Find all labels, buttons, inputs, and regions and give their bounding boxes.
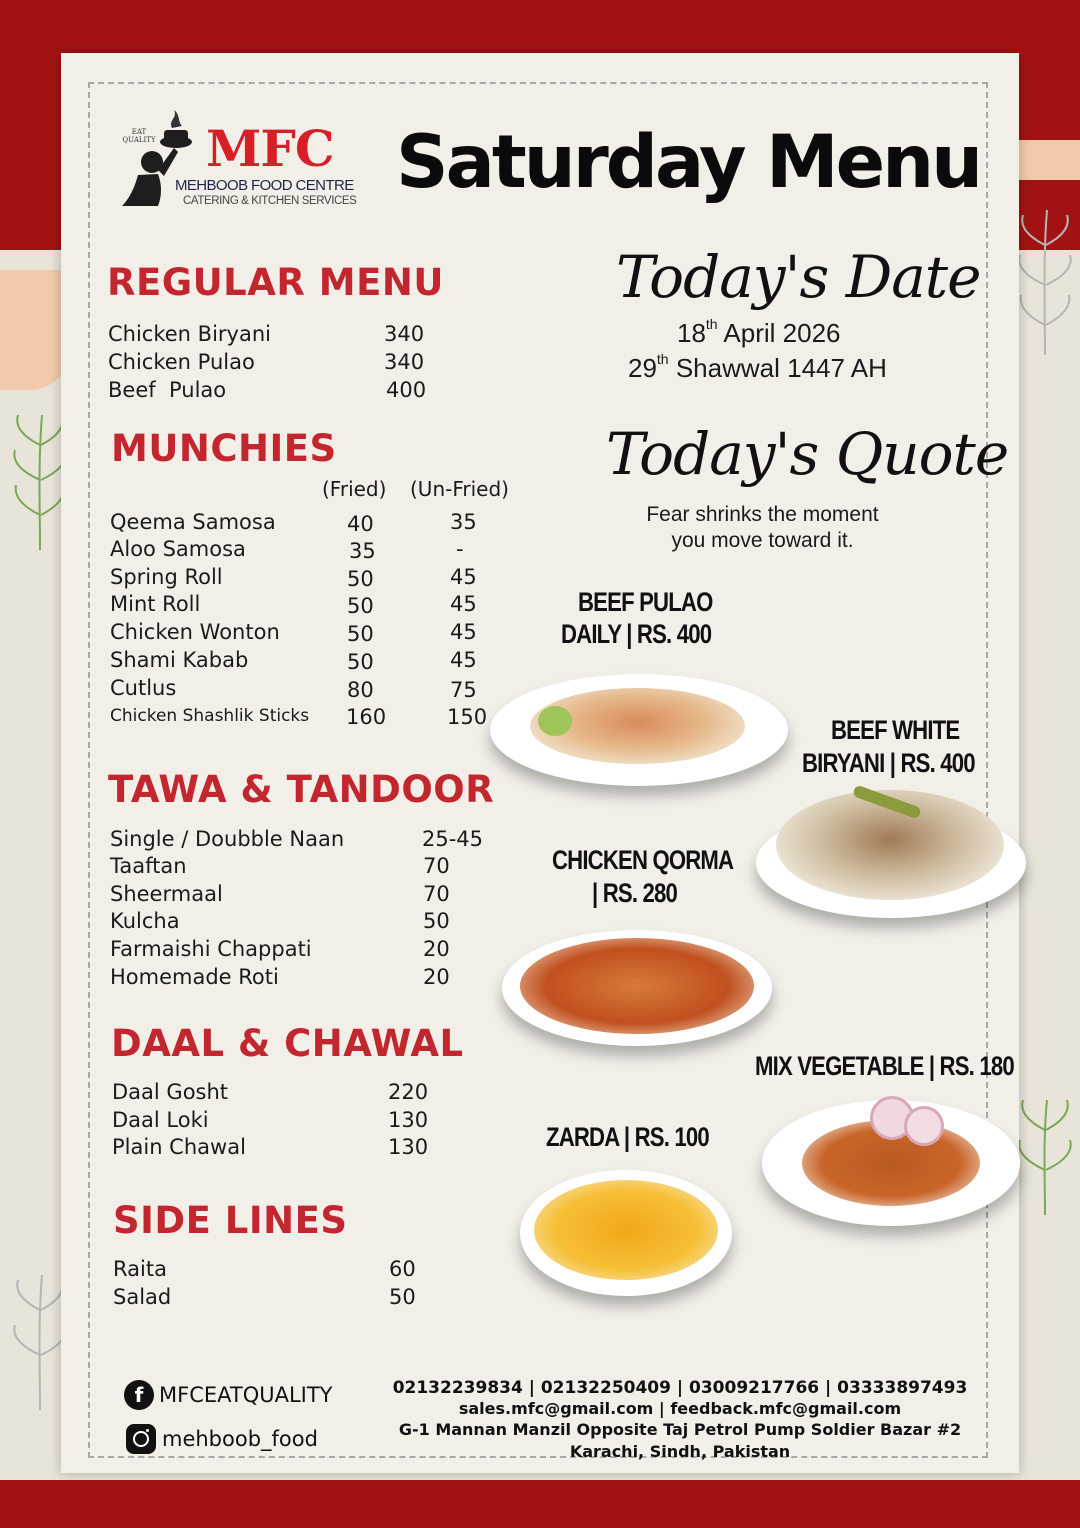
logo-badge-line2: QUALITY <box>122 136 156 144</box>
menu-item-name: Single / Doubble Naan <box>110 827 345 851</box>
menu-item-price: 70 <box>423 854 450 878</box>
facebook-icon[interactable]: f <box>124 1380 154 1410</box>
column-header-fried: (Fried) <box>322 477 387 501</box>
menu-item-price: 50 <box>423 909 450 933</box>
menu-item-name: Plain Chawal <box>112 1135 246 1159</box>
dish-label-beef-pulao-price: DAILY | RS. 400 <box>561 619 712 649</box>
menu-item-price-unfried: 45 <box>450 620 477 644</box>
contact-address-line2: Karachi, Sindh, Pakistan <box>569 1442 791 1461</box>
quote-line2: you move toward it. <box>671 529 854 552</box>
menu-item-name: Salad <box>113 1285 172 1309</box>
menu-item-name: Taaftan <box>110 854 187 878</box>
menu-item-name: Cutlus <box>110 676 177 700</box>
menu-item-price-fried: 50 <box>347 567 374 591</box>
menu-item-price: 130 <box>388 1108 429 1132</box>
menu-item-name: Raita <box>113 1257 167 1281</box>
menu-item-name: Chicken Pulao <box>108 350 255 374</box>
menu-item-price-unfried: 45 <box>450 648 477 672</box>
section-heading-munchies: MUNCHIES <box>111 427 337 470</box>
dish-label-beef-white: BEEF WHITE <box>831 715 960 745</box>
menu-item-price-fried: 35 <box>349 539 376 563</box>
menu-item-name: Daal Gosht <box>112 1080 229 1104</box>
instagram-icon[interactable] <box>126 1424 156 1454</box>
menu-item-name: Chicken Biryani <box>108 322 271 346</box>
column-header-unfried: (Un-Fried) <box>410 477 509 501</box>
menu-item-name: Chicken Wonton <box>110 620 280 644</box>
menu-item-price: 220 <box>388 1080 429 1104</box>
menu-item-price-fried: 50 <box>347 594 374 618</box>
dish-label-beef-white-price: BIRYANI | RS. 400 <box>802 748 975 778</box>
menu-item-price: 400 <box>386 378 427 402</box>
logo-badge-line1: EAT <box>131 128 147 136</box>
quote-text <box>600 502 925 554</box>
menu-item-name: Aloo Samosa <box>110 537 246 561</box>
section-heading-sides: SIDE LINES <box>113 1199 348 1242</box>
menu-item-price-unfried: 45 <box>450 592 477 616</box>
logo-mfc: MFC <box>206 119 334 178</box>
hijri-month-year: Shawwal 1447 AH <box>675 353 887 383</box>
menu-item-name: Beef Pulao <box>108 378 227 402</box>
menu-item-price: 20 <box>423 965 450 989</box>
dish-label-chicken-qorma-price: | RS. 280 <box>592 878 677 908</box>
menu-item-name: Spring Roll <box>110 565 223 589</box>
menu-item-name: Shami Kabab <box>110 648 249 672</box>
gregorian-date <box>677 316 841 348</box>
dish-label-zarda: ZARDA | RS. 100 <box>546 1122 709 1152</box>
dish-image-zarda <box>520 1170 732 1296</box>
menu-item-price-unfried: 75 <box>450 678 477 702</box>
menu-item-price-fried: 80 <box>347 678 374 702</box>
logo-tagline: CATERING & KITCHEN SERVICES <box>183 195 357 207</box>
menu-item-price: 70 <box>423 882 450 906</box>
dish-label-mix-vegetable: MIX VEGETABLE | RS. 180 <box>755 1051 1014 1081</box>
section-heading-regular: REGULAR MENU <box>107 261 444 304</box>
dish-image-beef-pulao <box>490 674 788 786</box>
menu-item-price: 130 <box>388 1135 429 1159</box>
hijri-day-suffix: th <box>656 351 669 367</box>
leaf-decoration-icon <box>1015 1090 1075 1220</box>
hijri-date <box>628 351 887 383</box>
menu-item-name: Farmaishi Chappati <box>110 937 312 961</box>
dish-image-mix-vegetable <box>762 1100 1020 1226</box>
leaf-decoration-icon <box>1015 200 1075 360</box>
section-heading-tawa: TAWA & TANDOOR <box>108 768 495 811</box>
menu-item-price: 25-45 <box>422 827 484 851</box>
menu-item-name: Homemade Roti <box>110 965 279 989</box>
quote-line1: Fear shrinks the moment <box>646 503 879 526</box>
menu-item-price-unfried: 35 <box>450 510 477 534</box>
menu-item-name: Kulcha <box>110 909 180 933</box>
contact-phones: 02132239834 | 02132250409 | 03009217766 | 03333897493 <box>392 1378 968 1398</box>
dish-label-chicken-qorma: CHICKEN QORMA <box>552 845 734 875</box>
section-heading-daal: DAAL & CHAWAL <box>111 1022 464 1065</box>
background-peach-right <box>1010 140 1080 180</box>
menu-item-price-fried: 50 <box>347 650 374 674</box>
date-heading: Today's Date <box>616 243 981 311</box>
contact-address-line1: G-1 Mannan Manzil Opposite Taj Petrol Pump Soldier Bazar #2 <box>398 1420 962 1439</box>
background-peach-left <box>0 270 70 390</box>
menu-item-price-unfried: 45 <box>450 565 477 589</box>
hijri-day: 29 <box>628 353 657 383</box>
instagram-handle[interactable]: mehboob_food <box>162 1427 318 1451</box>
logo-full-name: MEHBOOB FOOD CENTRE <box>175 177 354 194</box>
dish-label-beef-pulao: BEEF PULAO <box>578 587 713 617</box>
dish-image-chicken-qorma <box>502 930 772 1046</box>
menu-item-name: Chicken Shashlik Sticks <box>110 706 310 726</box>
contact-emails[interactable]: sales.mfc@gmail.com | feedback.mfc@gmail.com <box>458 1399 902 1418</box>
menu-item-price: 340 <box>384 350 425 374</box>
menu-item-price: 20 <box>423 937 450 961</box>
menu-item-price: 50 <box>389 1285 416 1309</box>
facebook-handle[interactable]: MFCEATQUALITY <box>159 1383 333 1407</box>
menu-item-name: Daal Loki <box>112 1108 209 1132</box>
gregorian-day-suffix: th <box>705 316 718 332</box>
menu-item-price-unfried: - <box>456 537 464 561</box>
page-title: Saturday Menu <box>396 120 981 205</box>
gregorian-day: 18 <box>677 318 706 348</box>
gregorian-month-year: April 2026 <box>723 318 841 348</box>
quote-heading: Today's Quote <box>606 420 1009 488</box>
dish-image-beef-white-biryani <box>756 808 1026 918</box>
menu-item-name: Sheermaal <box>110 882 223 906</box>
menu-item-price-fried: 40 <box>347 512 374 536</box>
logo-badge <box>118 128 160 144</box>
menu-item-name: Mint Roll <box>110 592 201 616</box>
menu-item-name: Qeema Samosa <box>110 510 276 534</box>
menu-item-price-unfried: 150 <box>447 705 488 729</box>
menu-item-price-fried: 50 <box>347 622 374 646</box>
menu-item-price: 340 <box>384 322 425 346</box>
menu-item-price-fried: 160 <box>346 705 387 729</box>
menu-item-price: 60 <box>389 1257 416 1281</box>
